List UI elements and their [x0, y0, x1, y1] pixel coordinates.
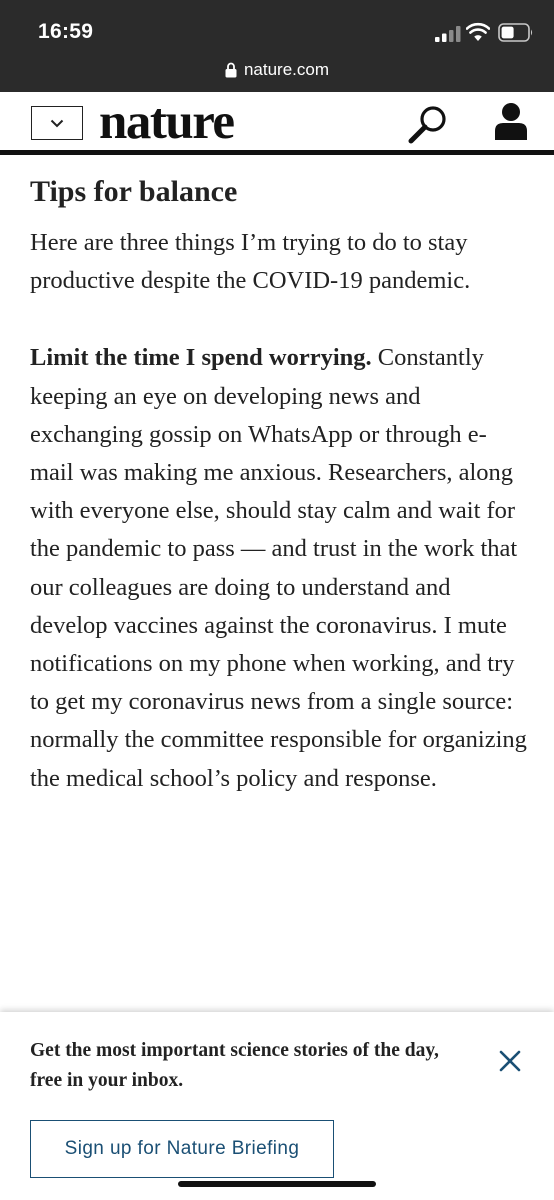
tip-body: Constantly keeping an eye on developing news and exchanging gossip on WhatsApp or through e-mail was making me anxious. Researchers, along with everyone else, should stay calm and wait for the pandemic to pass — and trust in the work that our colleagues are doing to understand and develop vaccines against the coronavirus. I mute notifications on my phone when working, and try to get my coronavirus news from a single source: normally the committee responsible for organizing the medical school’s policy and response.	[30, 344, 527, 792]
lock-icon	[225, 62, 237, 78]
article-body	[30, 170, 530, 837]
site-header	[0, 92, 554, 155]
status-bar	[0, 0, 554, 92]
nature-logo[interactable]: nature	[99, 94, 234, 150]
newsletter-banner	[0, 1012, 554, 1200]
close-icon	[499, 1050, 521, 1072]
chevron-down-icon	[50, 119, 64, 128]
wifi-icon	[466, 22, 490, 42]
tip-paragraph	[30, 339, 530, 797]
section-heading: Tips for balance	[30, 175, 238, 208]
status-time: 16:59	[38, 20, 94, 43]
account-icon[interactable]	[494, 102, 528, 140]
menu-toggle-button[interactable]	[31, 106, 83, 140]
signal-icon	[435, 26, 461, 42]
address-bar[interactable]	[0, 56, 554, 84]
intro-paragraph: Here are three things I’m trying to do to stay productive despite the COVID-19 pandemic.	[30, 229, 471, 295]
search-icon[interactable]	[408, 104, 448, 144]
close-banner-button[interactable]	[494, 1046, 526, 1078]
home-indicator[interactable]	[178, 1181, 376, 1187]
url-text: nature.com	[243, 60, 330, 79]
banner-text: Get the most important science stories of the day, free in your inbox.	[30, 1040, 439, 1091]
battery-icon	[498, 23, 534, 42]
signup-button[interactable]: Sign up for Nature Briefing	[30, 1120, 334, 1178]
tip-heading: Limit the time I spend worrying.	[30, 344, 372, 372]
